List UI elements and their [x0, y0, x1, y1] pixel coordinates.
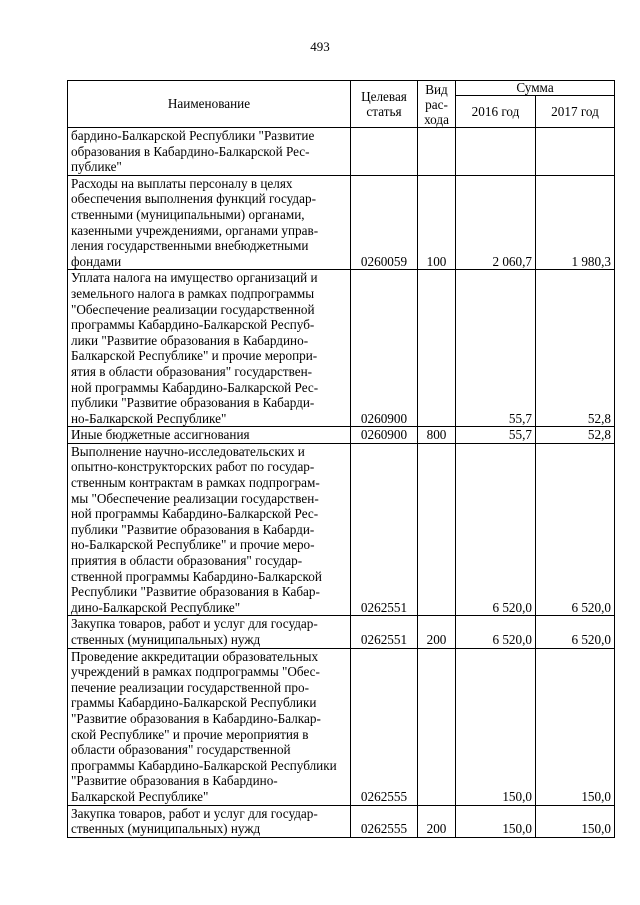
row-target-article: 0262551 [351, 443, 418, 616]
row-amount-2017: 6 520,0 [536, 443, 615, 616]
row-name: Расходы на выплаты персоналу в целях обеспечения выполнения функций государ- ственными (муниципальными) органами, казенными учреждениями, органами управ- ления государственными внебюджетными фондами [68, 175, 351, 270]
row-amount-2017: 52,8 [536, 270, 615, 427]
header-target-article: Целевая статья [351, 81, 418, 128]
row-expense-type [418, 128, 456, 176]
table-row [68, 648, 615, 805]
page-number: 493 [310, 39, 330, 54]
table-row [68, 616, 615, 648]
row-amount-2016: 2 060,7 [456, 175, 536, 270]
budget-table [67, 80, 615, 838]
row-amount-2017: 150,0 [536, 805, 615, 837]
row-expense-type: 800 [418, 427, 456, 444]
header-sum: Сумма [456, 81, 615, 96]
table-row [68, 175, 615, 270]
row-amount-2016: 150,0 [456, 805, 536, 837]
row-name: Выполнение научно-исследовательских и опытно-конструкторских работ по государ- ственным контрактам в рамках подпрограм- мы "Обеспечение реализации государствен- ной программы Кабардино-Балкарской Рес- публики "Развитие образования в Кабарди- но-Балкарской Республике" и прочие меро- приятия в области образования" государ- ственной программы Кабардино-Балкарской Республики "Развитие образования в Кабар- дино-Балкарской Республике" [68, 443, 351, 616]
row-amount-2016: 150,0 [456, 648, 536, 805]
row-name: Закупка товаров, работ и услуг для государ- ственных (муниципальных) нужд [68, 616, 351, 648]
table-row [68, 270, 615, 427]
row-amount-2017 [536, 128, 615, 176]
row-target-article [351, 128, 418, 176]
row-amount-2016: 6 520,0 [456, 443, 536, 616]
row-expense-type: 200 [418, 616, 456, 648]
table-row [68, 805, 615, 837]
table-row [68, 427, 615, 444]
row-expense-type: 100 [418, 175, 456, 270]
row-amount-2016: 55,7 [456, 427, 536, 444]
header-year-2017: 2017 год [536, 96, 615, 128]
row-expense-type [418, 648, 456, 805]
row-amount-2016: 6 520,0 [456, 616, 536, 648]
header-year-2016: 2016 год [456, 96, 536, 128]
row-name: Иные бюджетные ассигнования [68, 427, 351, 444]
row-target-article: 0262555 [351, 648, 418, 805]
row-amount-2017: 1 980,3 [536, 175, 615, 270]
row-expense-type [418, 270, 456, 427]
row-target-article: 0260900 [351, 427, 418, 444]
row-target-article: 0260900 [351, 270, 418, 427]
row-name: бардино-Балкарской Республики "Развитие образования в Кабардино-Балкарской Рес- публике" [68, 128, 351, 176]
row-target-article: 0262551 [351, 616, 418, 648]
header-expense-type: Вид рас- хода [418, 81, 456, 128]
row-expense-type [418, 443, 456, 616]
row-name: Закупка товаров, работ и услуг для государ- ственных (муниципальных) нужд [68, 805, 351, 837]
row-amount-2017: 52,8 [536, 427, 615, 444]
row-amount-2016 [456, 128, 536, 176]
row-target-article: 0262555 [351, 805, 418, 837]
table-row [68, 443, 615, 616]
table-row [68, 128, 615, 176]
row-name: Уплата налога на имущество организаций и земельного налога в рамках подпрограммы "Обеспечение реализации государственной программы Кабардино-Балкарской Респуб- лики "Развитие образования в Кабардино- Балкарской Республике" и прочие меропри- ятия в области образования" государствен- ной программы Кабардино-Балкарской Рес- публики "Развитие образования в Кабарди- но-Балкарской Республике" [68, 270, 351, 427]
row-amount-2016: 55,7 [456, 270, 536, 427]
row-amount-2017: 150,0 [536, 648, 615, 805]
row-target-article: 0260059 [351, 175, 418, 270]
row-name: Проведение аккредитации образовательных учреждений в рамках подпрограммы "Обес- печение реализации государственной про- граммы Кабардино-Балкарской Республики "Развитие образования в Кабардино-Балкар- ской Республике" и прочие мероприятия в области образования" государственной программы Кабардино-Балкарской Республики "Развитие образования в Кабардино- Балкарской Республике" [68, 648, 351, 805]
row-expense-type: 200 [418, 805, 456, 837]
header-name: Наименование [68, 81, 351, 128]
row-amount-2017: 6 520,0 [536, 616, 615, 648]
